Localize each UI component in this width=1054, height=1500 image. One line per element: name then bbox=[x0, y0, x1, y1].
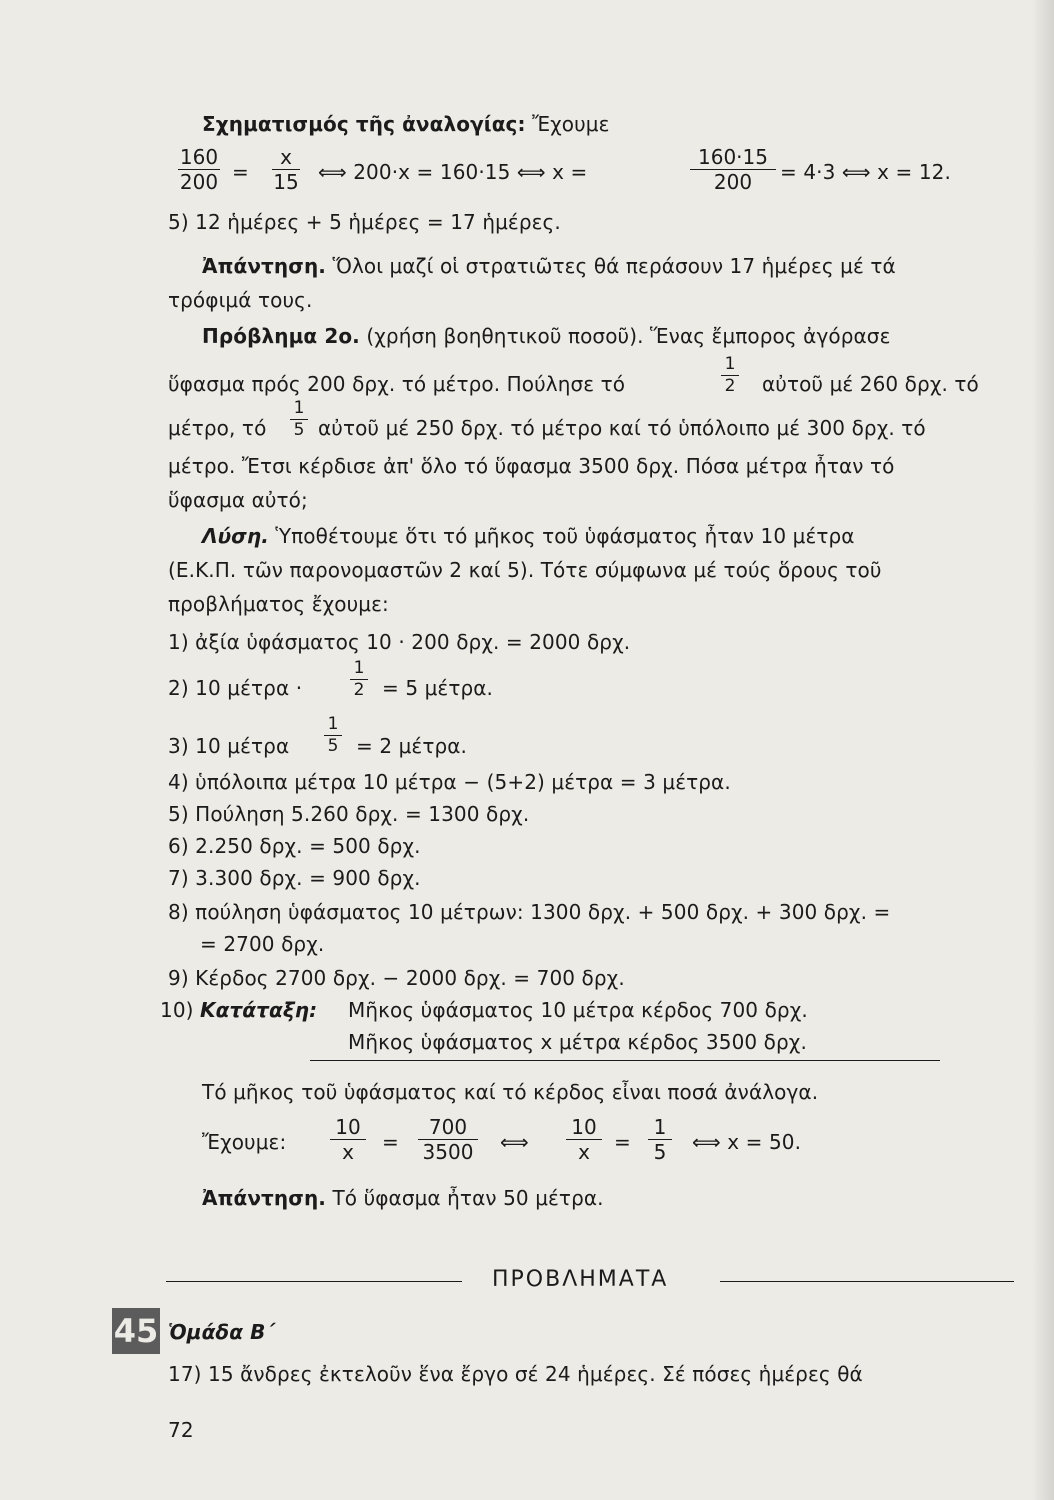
step-10-row2: Μῆκος ὑφάσματος x μέτρα κέρδος 3500 δρχ. bbox=[348, 1030, 807, 1054]
step-5-days: 5) 12 ἡμέρες + 5 ἡμέρες = 17 ἡμέρες. bbox=[168, 210, 561, 234]
problem-2-line1: Πρόβλημα 2ο. (χρήση βοηθητικοῦ ποσοῦ). Ἕνας ἔμπορος ἀγόρασε bbox=[202, 324, 891, 348]
solution-line2: (Ε.Κ.Π. τῶν παρονομαστῶν 2 καί 5). Τότε σύμφωνα μέ τούς ὅρους τοῦ bbox=[168, 558, 882, 582]
answer-2: Ἀπάντηση. Τό ὕφασμα ἦταν 50 μέτρα. bbox=[202, 1186, 604, 1210]
problem-2-label: Πρόβλημα 2ο. bbox=[202, 324, 360, 348]
fraction-one-fifth: 1 5 bbox=[290, 400, 308, 439]
fraction-10-x-2: 10 x bbox=[566, 1116, 602, 1163]
fraction-160x15-200: 160·15 200 bbox=[690, 146, 776, 193]
step-6: 6) 2.250 δρχ. = 500 δρχ. bbox=[168, 834, 421, 858]
section-number-badge: 45 bbox=[112, 1308, 160, 1354]
problem-2-line3b: αὐτοῦ μέ 250 δρχ. τό μέτρο καί τό ὑπόλοιπο μέ 300 δρχ. τό bbox=[318, 416, 926, 440]
step-3a: 3) 10 μέτρα bbox=[168, 734, 290, 758]
conclusion-iff: ⟺ bbox=[500, 1130, 529, 1154]
equation-middle: ⟺ 200·x = 160·15 ⟺ x = bbox=[318, 160, 588, 184]
equation-tail: = 4·3 ⟺ x = 12. bbox=[780, 160, 951, 184]
fraction-x-15: x 15 bbox=[273, 145, 299, 194]
page-number: 72 bbox=[168, 1418, 194, 1442]
solution-label: Λύση. bbox=[202, 524, 269, 548]
page-edge-shadow bbox=[1032, 0, 1054, 1500]
step-5: 5) Πούληση 5.260 δρχ. = 1300 δρχ. bbox=[168, 802, 530, 826]
solution-line3: προβλήματος ἔχουμε: bbox=[168, 592, 389, 616]
step-8a: 8) πούληση ὑφάσματος 10 μέτρων: 1300 δρχ. + 500 δρχ. + 300 δρχ. = bbox=[168, 900, 891, 924]
fraction-one-half: 1 2 bbox=[721, 356, 739, 395]
step-1: 1) ἀξία ὑφάσματος 10 · 200 δρχ. = 2000 δρχ. bbox=[168, 630, 631, 654]
group-label: Ὁμάδα Β΄ bbox=[168, 1320, 275, 1344]
problem-2-line2b: αὐτοῦ μέ 260 δρχ. τό bbox=[762, 372, 979, 396]
conclusion-result: ⟺ x = 50. bbox=[692, 1130, 802, 1154]
step-10-number: 10) bbox=[160, 998, 194, 1022]
step-4: 4) ὑπόλοιπα μέτρα 10 μέτρα − (5+2) μέτρα = 3 μέτρα. bbox=[168, 770, 731, 794]
answer-1-line: Ἀπάντηση. Ὅλοι μαζί οἱ στρατιῶτες θά περάσουν 17 ἡμέρες μέ τά bbox=[202, 254, 896, 278]
problems-heading: ΠΡΟΒΛΗΜΑΤΑ bbox=[492, 1267, 669, 1292]
step-3-fraction: 1 5 bbox=[324, 716, 342, 755]
step-8b: = 2700 δρχ. bbox=[200, 932, 325, 956]
problem-2-line4: μέτρο. Ἔτσι κέρδισε ἀπ' ὅλο τό ὕφασμα 3500 δρχ. Πόσα μέτρα ἦταν τό bbox=[168, 454, 895, 478]
equals-sign: = bbox=[232, 160, 249, 184]
fraction-10-x: 10 x bbox=[330, 1116, 366, 1163]
section-title: Σχηματισμός τῆς ἀναλογίας: bbox=[202, 112, 526, 136]
step-2b: = 5 μέτρα. bbox=[382, 676, 494, 700]
fraction-1-5: 1 5 bbox=[648, 1116, 672, 1163]
conclusion-have: Ἔχουμε: bbox=[202, 1130, 287, 1154]
conclusion-eq2: = bbox=[614, 1130, 631, 1154]
step-9: 9) Κέρδος 2700 δρχ. − 2000 δρχ. = 700 δρχ. bbox=[168, 966, 625, 990]
section-intro: Ἔχουμε bbox=[532, 112, 610, 136]
problem-2-line2a: ὕφασμα πρός 200 δρχ. τό μέτρο. Πούλησε τό bbox=[168, 372, 626, 396]
problem-2-line5: ὕφασμα αὐτό; bbox=[168, 488, 308, 512]
answer-label: Ἀπάντηση. bbox=[202, 254, 326, 278]
step-3b: = 2 μέτρα. bbox=[356, 734, 468, 758]
solution-line1: Λύση. Ὑποθέτουμε ὅτι τό μῆκος τοῦ ὑφάσματος ἦταν 10 μέτρα bbox=[202, 524, 855, 548]
problem-17: 17) 15 ἄνδρες ἐκτελοῦν ἕνα ἔργο σέ 24 ἡμέρες. Σέ πόσες ἡμέρες θά bbox=[168, 1362, 863, 1386]
answer-1-line2: τρόφιμά τους. bbox=[168, 288, 313, 312]
step-10-row1: Μῆκος ὑφάσματος 10 μέτρα κέρδος 700 δρχ. bbox=[348, 998, 808, 1022]
section-heading bbox=[202, 112, 610, 136]
step-10-label: Κατάταξη: bbox=[200, 998, 318, 1022]
conclusion-analog: Τό μῆκος τοῦ ὑφάσματος καί τό κέρδος εἶναι ποσά ἀνάλογα. bbox=[202, 1080, 819, 1104]
problem-2-line3a: μέτρο, τό bbox=[168, 416, 267, 440]
fraction-160-200: 160 200 bbox=[179, 145, 219, 194]
answer-2-label: Ἀπάντηση. bbox=[202, 1186, 326, 1210]
divider-line bbox=[310, 1060, 940, 1061]
step-7: 7) 3.300 δρχ. = 900 δρχ. bbox=[168, 866, 421, 890]
step-2a: 2) 10 μέτρα · bbox=[168, 676, 303, 700]
fraction-700-3500: 700 3500 bbox=[418, 1116, 478, 1163]
step-2-fraction: 1 2 bbox=[350, 660, 368, 699]
problems-rule-left bbox=[166, 1281, 462, 1282]
problems-rule-right bbox=[720, 1281, 1014, 1282]
conclusion-eq: = bbox=[382, 1130, 399, 1154]
